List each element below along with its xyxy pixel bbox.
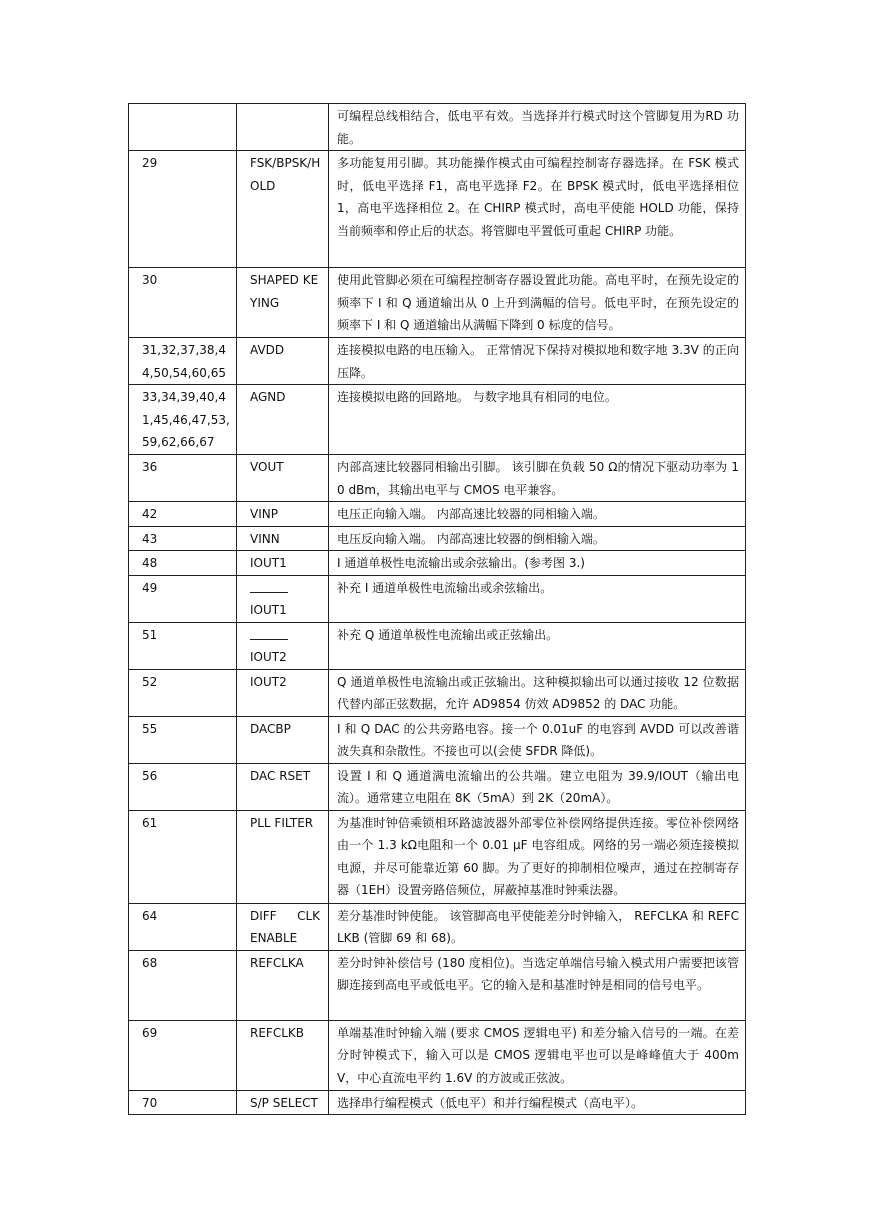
pin-number-cell: 31,32,37,38,44,50,54,60,65 xyxy=(129,338,237,385)
table-row xyxy=(129,669,746,716)
pin-description-cell: 为基准时钟倍乘锁相环路滤波器外部零位补偿网络提供连接。零位补偿网络由一个 1.3 kΩ电阻和一个 0.01 μF 电容组成。网络的另一端必须连接模拟电源，并尽可能靠近第 60 脚。为了更好的抑制相位噪声，通过在控制寄存器（1EH）设置旁路倍频位，屏蔽掉基准时钟乘法器。 xyxy=(329,810,746,903)
pin-number-cell: 68 xyxy=(129,950,237,1020)
table-row xyxy=(129,763,746,810)
pin-name-part: CLK xyxy=(297,908,320,923)
table-row xyxy=(129,1090,746,1115)
pin-description-cell: 补充 Q 通道单极性电流输出或正弦输出。 xyxy=(329,622,746,669)
pin-number-cell: 43 xyxy=(129,526,237,551)
pin-number-cell xyxy=(129,104,237,151)
table-row xyxy=(129,551,746,576)
pin-number-cell: 69 xyxy=(129,1020,237,1090)
pin-number-cell: 33,34,39,40,41,45,46,47,53,59,62,66,67 xyxy=(129,385,237,455)
pin-name-cell: PLL FILTER xyxy=(237,810,329,903)
table-row xyxy=(129,526,746,551)
overbar-line xyxy=(250,577,322,600)
pin-name-cell: AGND xyxy=(237,385,329,455)
pin-description-cell: Q 通道单极性电流输出或正弦输出。这种模拟输出可以通过接收 12 位数据代替内部正弦数据，允许 AD9854 仿效 AD9852 的 DAC 功能。 xyxy=(329,669,746,716)
document-page xyxy=(128,103,745,1115)
pin-name-part: ENABLE xyxy=(250,931,298,945)
pin-name-text: IOUT1 xyxy=(250,603,287,617)
table-row xyxy=(129,455,746,502)
pin-name-cell: REFCLKB xyxy=(237,1020,329,1090)
pin-name-cell: SHAPED KEYING xyxy=(237,268,329,338)
pin-name-cell: IOUT1 xyxy=(237,551,329,576)
pin-name-text: IOUT2 xyxy=(250,650,287,664)
pin-number-cell: 36 xyxy=(129,455,237,502)
pin-number-cell: 30 xyxy=(129,268,237,338)
pin-description-cell: 差分时钟补偿信号 (180 度相位)。当选定单端信号输入模式用户需要把该管脚连接到高电平或低电平。它的输入是和基准时钟是相同的信号电平。 xyxy=(329,950,746,1020)
table-row xyxy=(129,950,746,1020)
pin-number-cell: 29 xyxy=(129,151,237,268)
pin-description-cell: 连接模拟电路的回路地。 与数字地具有相同的电位。 xyxy=(329,385,746,455)
table-row xyxy=(129,810,746,903)
pin-description-cell: 多功能复用引脚。其功能操作模式由可编程控制寄存器选择。在 FSK 模式时，低电平选择 F1，高电平选择 F2。在 BPSK 模式时，低电平选择相位 1，高电平选择相位 2。在 CHIRP 模式时，高电平使能 HOLD 功能，保持当前频率和停止后的状态。将管脚电平置低可重起 CHIRP 功能。 xyxy=(329,151,746,268)
table-row xyxy=(129,575,746,622)
overbar-line xyxy=(250,624,322,647)
pin-number-cell: 48 xyxy=(129,551,237,576)
pin-name-cell xyxy=(237,104,329,151)
pin-number-cell: 55 xyxy=(129,716,237,763)
pin-description-cell: 电压反向输入端。 内部高速比较器的倒相输入端。 xyxy=(329,526,746,551)
pin-name-cell: IOUT2 xyxy=(237,669,329,716)
pin-name-cell: VINN xyxy=(237,526,329,551)
table-row xyxy=(129,104,746,151)
pin-name-cell: DACBP xyxy=(237,716,329,763)
pin-name-cell: FSK/BPSK/HOLD xyxy=(237,151,329,268)
pin-name-cell: VINP xyxy=(237,502,329,527)
pin-description-cell: 单端基准时钟输入端 (要求 CMOS 逻辑电平) 和差分输入信号的一端。在差分时钟模式下，输入可以是 CMOS 逻辑电平也可以是峰峰值大于 400mV，中心直流电平约 1.6V 的方波或正弦波。 xyxy=(329,1020,746,1090)
table-row xyxy=(129,268,746,338)
pin-description-cell: I 通道单极性电流输出或余弦输出。(参考图 3.) xyxy=(329,551,746,576)
pin-description-cell: 连接模拟电路的电压输入。 正常情况下保持对模拟地和数字地 3.3V 的正向压降。 xyxy=(329,338,746,385)
pin-name-cell xyxy=(237,575,329,622)
pin-description-cell: 电压正向输入端。 内部高速比较器的同相输入端。 xyxy=(329,502,746,527)
pin-number-cell: 42 xyxy=(129,502,237,527)
table-row xyxy=(129,338,746,385)
pin-number-cell: 64 xyxy=(129,903,237,950)
table-row xyxy=(129,1020,746,1090)
pin-description-cell: 补充 I 通道单极性电流输出或余弦输出。 xyxy=(329,575,746,622)
table-row xyxy=(129,903,746,950)
table-row xyxy=(129,151,746,268)
pin-description-cell: 使用此管脚必须在可编程控制寄存器设置此功能。高电平时，在预先设定的频率下 I 和 Q 通道输出从 0 上升到满幅的信号。低电平时，在预先设定的频率下 I 和 Q 通道输出从满幅下降到 0 标度的信号。 xyxy=(329,268,746,338)
pin-name-cell: AVDD xyxy=(237,338,329,385)
pin-description-cell: 设置 I 和 Q 通道满电流输出的公共端。建立电阻为 39.9/IOUT（输出电流）。通常建立电阻在 8K（5mA）到 2K（20mA）。 xyxy=(329,763,746,810)
pin-name-cell xyxy=(237,903,329,950)
pin-description-cell: 可编程总线相结合，低电平有效。当选择并行模式时这个管脚复用为RD 功能。 xyxy=(329,104,746,151)
pin-number-cell: 70 xyxy=(129,1090,237,1115)
pin-description-cell: I 和 Q DAC 的公共旁路电容。接一个 0.01uF 的电容到 AVDD 可以改善谐波失真和杂散性。不接也可以(会使 SFDR 降低)。 xyxy=(329,716,746,763)
pin-number-cell: 56 xyxy=(129,763,237,810)
pin-name-cell: REFCLKA xyxy=(237,950,329,1020)
pin-number-cell: 52 xyxy=(129,669,237,716)
pin-name-cell: VOUT xyxy=(237,455,329,502)
pin-name-part: DIFF xyxy=(250,908,277,923)
table-row xyxy=(129,385,746,455)
pin-number-cell: 61 xyxy=(129,810,237,903)
table-row xyxy=(129,622,746,669)
pin-name-cell xyxy=(237,622,329,669)
pin-description-cell: 差分基准时钟使能。 该管脚高电平使能差分时钟输入， REFCLKA 和 REFCLKB (管脚 69 和 68)。 xyxy=(329,903,746,950)
pin-description-table xyxy=(128,103,746,1115)
table-row xyxy=(129,716,746,763)
pin-name-cell: S/P SELECT xyxy=(237,1090,329,1115)
pin-number-cell: 49 xyxy=(129,575,237,622)
table-row xyxy=(129,502,746,527)
pin-name-cell: DAC RSET xyxy=(237,763,329,810)
pin-name-line xyxy=(250,905,322,928)
pin-number-cell: 51 xyxy=(129,622,237,669)
pin-description-cell: 内部高速比较器同相输出引脚。 该引脚在负载 50 Ω的情况下驱动功率为 10 dBm，其输出电平与 CMOS 电平兼容。 xyxy=(329,455,746,502)
pin-description-cell: 选择串行编程模式（低电平）和并行编程模式（高电平）。 xyxy=(329,1090,746,1115)
